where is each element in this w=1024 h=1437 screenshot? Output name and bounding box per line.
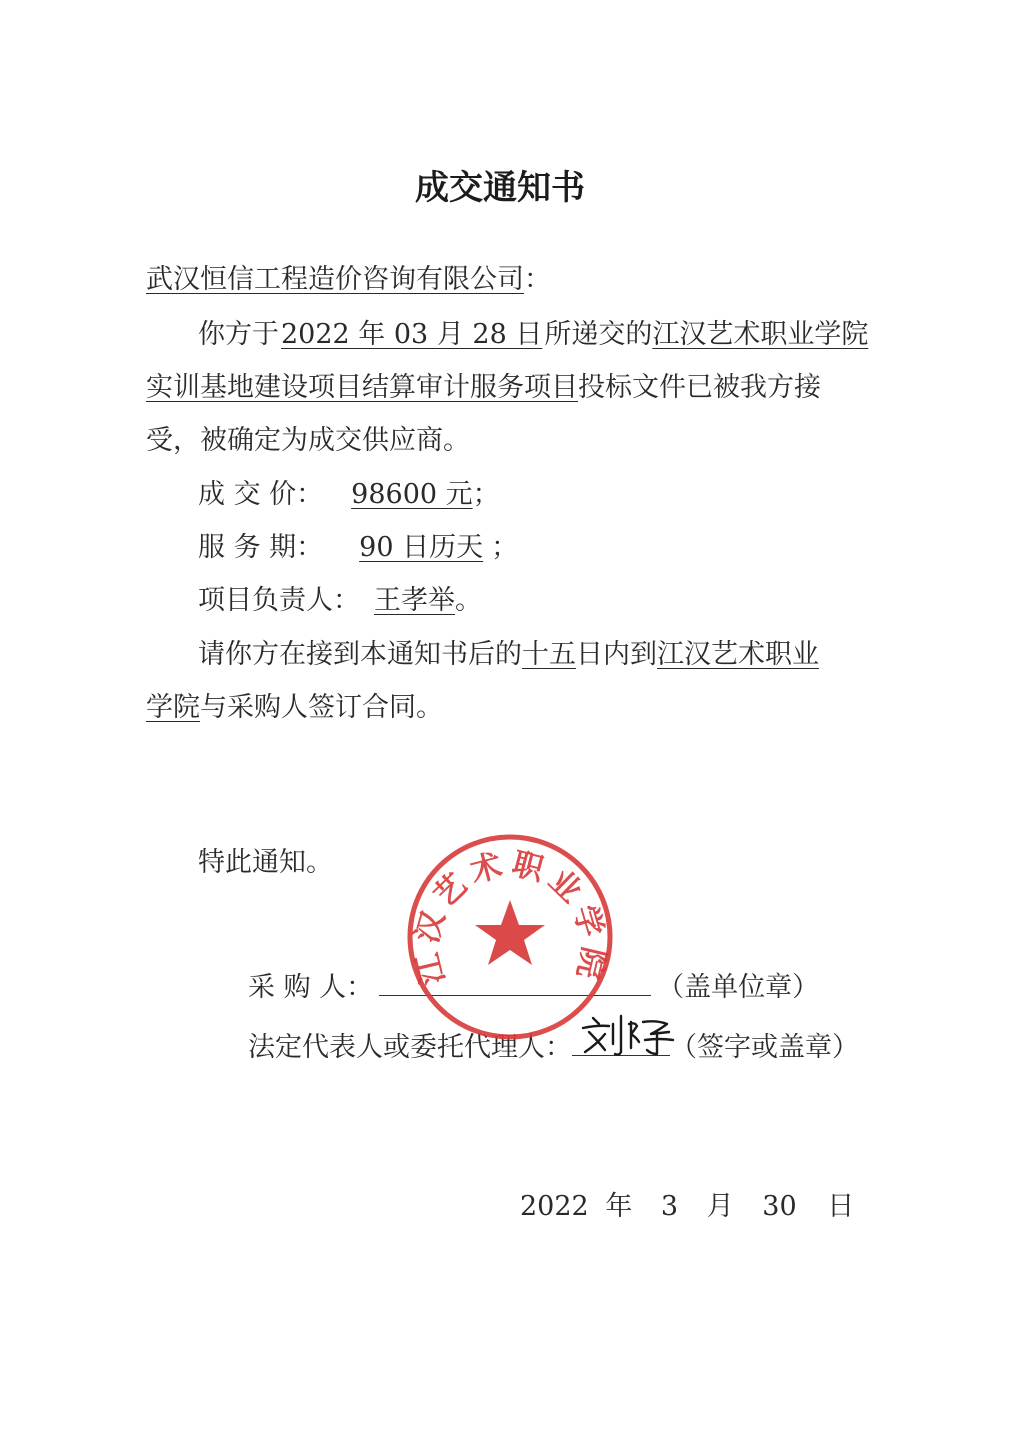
paragraph1-line1 [198,317,868,353]
addressee-name: 武汉恒信工程造价咨询有限公司 [146,264,524,295]
manager-value: 王孝举 [374,585,455,616]
addressee-line [146,262,551,298]
para2-text-pre: 请你方在接到本通知书后的 [198,639,522,670]
addressee-colon: ： [524,264,551,295]
closing-line: 特此通知。 [198,847,333,878]
period-label: 服 务 期： [198,532,324,563]
date-day-unit: 日 [827,1191,855,1222]
purchaser-note: （盖单位章） [657,972,820,1003]
manager-label: 项目负责人： [198,585,360,616]
date-year: 2022 [520,1191,589,1222]
paragraph2-line1 [198,637,819,673]
date-day: 30 [762,1191,797,1222]
representative-note: （签字或盖章） [670,1032,859,1063]
para1-text-mid: 所递交的 [544,319,653,350]
purchaser-org: 江汉艺术职业学院 [652,319,869,350]
sign-location-cont: 学院 [146,692,200,723]
paragraph1-line3 [146,423,470,459]
price-label: 成 交 价： [198,479,324,510]
para2-text-post: 与采购人签订合同。 [200,692,443,723]
purchaser-label: 采 购 人： [248,972,374,1003]
paragraph1-line2 [146,370,821,406]
para1-text-end: 受，被确定为成交供应商。 [146,425,470,456]
seal-text: 江汉艺术职业学院 [408,845,612,988]
para1-text-pre: 你方于 [198,319,279,350]
price-value: 98600 元 [351,479,473,510]
price-line [198,477,500,513]
para1-text-post: 投标文件已被我方接 [578,372,821,403]
representative-label: 法定代表人或委托代理人： [248,1032,572,1063]
submission-date: 2022 年 03 月 28 日 [281,319,543,350]
project-name: 实训基地建设项目结算审计服务项目 [146,372,578,403]
date-month: 3 [660,1191,679,1222]
para2-text-mid: 日内到 [576,639,657,670]
period-suffix: ； [491,532,519,563]
period-value: 90 日历天 [359,532,484,563]
page-title: 成交通知书 [415,168,585,208]
price-suffix: ； [472,479,500,510]
date-year-unit: 年 [605,1191,633,1222]
manager-line [198,583,482,619]
date-line [520,1189,854,1225]
date-month-unit: 月 [706,1191,734,1222]
period-line [198,530,518,566]
paragraph2-line2 [146,690,443,726]
sign-location: 江汉艺术职业 [657,639,819,670]
seal-star-icon [475,900,545,965]
handwritten-signature [575,1010,680,1060]
manager-suffix: 。 [455,585,482,616]
days-limit: 十五 [522,639,576,670]
